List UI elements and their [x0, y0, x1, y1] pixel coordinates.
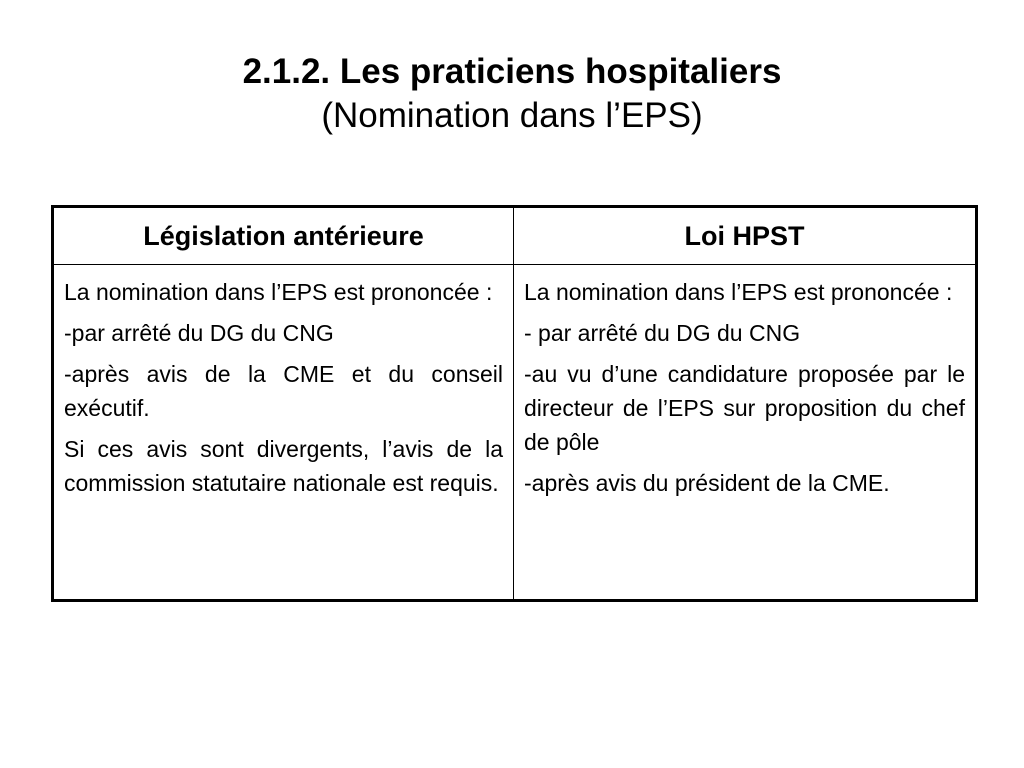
right-paragraph-avis: -après avis du président de la CME. — [524, 470, 890, 496]
cell-legislation-anterieure — [53, 265, 514, 601]
left-paragraph-intro: La nomination dans l’EPS est prononcée : — [64, 279, 493, 305]
header-legislation-anterieure: Législation antérieure — [53, 207, 514, 265]
left-paragraph-arrete: -par arrêté du DG du CNG — [64, 320, 334, 346]
left-paragraph-divergence: Si ces avis sont divergents, l’avis de la commission statutaire nationale est requis. — [64, 436, 503, 496]
comparison-table — [51, 205, 978, 602]
cell-loi-hpst — [514, 265, 977, 601]
table-row — [53, 265, 977, 601]
right-paragraph-candidature: -au vu d’une candidature proposée par le directeur de l’EPS sur proposition du chef de pôle — [524, 361, 965, 455]
right-paragraph-intro: La nomination dans l’EPS est prononcée : — [524, 279, 953, 305]
title-main: 2.1.2. Les praticiens hospitaliers — [242, 52, 782, 91]
header-loi-hpst: Loi HPST — [514, 207, 977, 265]
title-subtitle: (Nomination dans l’EPS) — [321, 96, 703, 135]
left-paragraph-avis: -après avis de la CME et du conseil exécutif. — [64, 361, 503, 421]
right-paragraph-arrete: - par arrêté du DG du CNG — [524, 320, 801, 346]
table-header-row — [53, 207, 977, 265]
slide-title — [0, 50, 1024, 138]
